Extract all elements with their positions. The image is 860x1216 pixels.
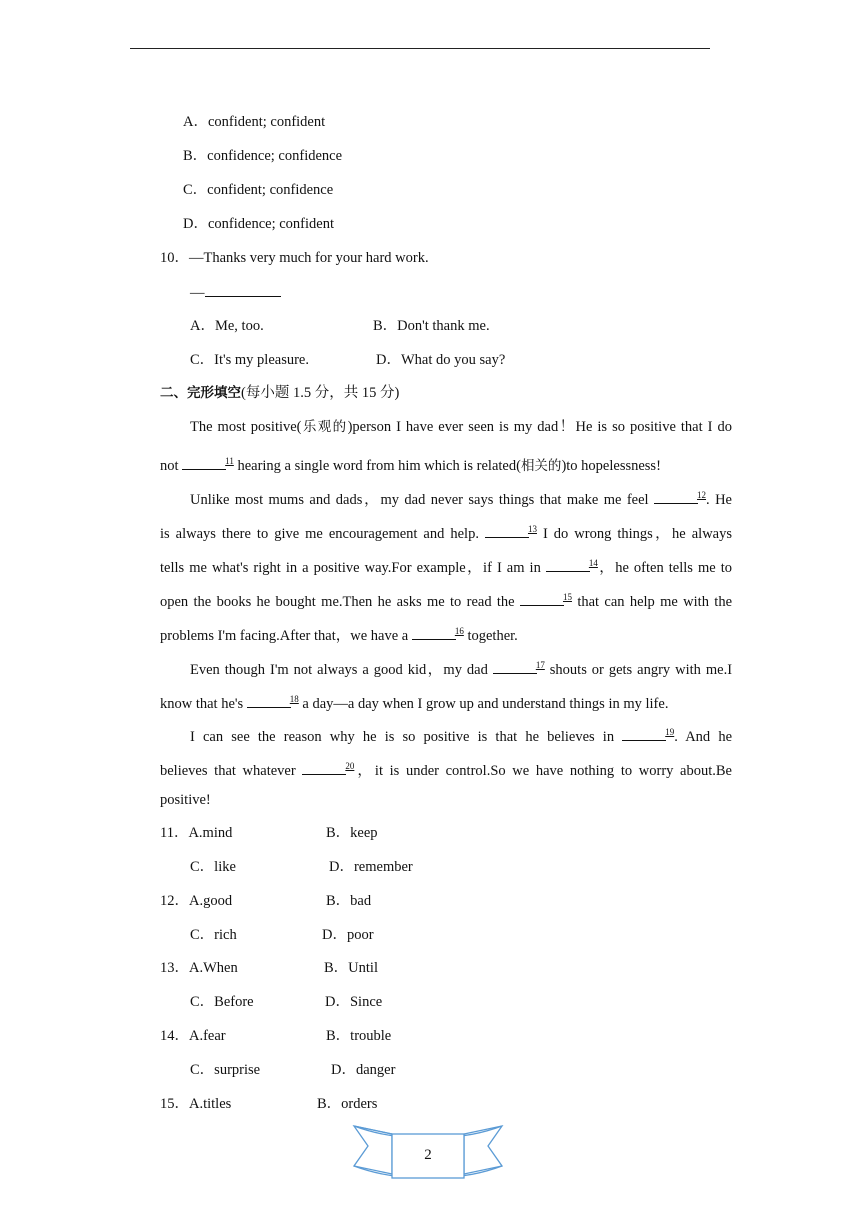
q14-option-c: C．surprise [190,1062,261,1078]
q11-option-d: D．remember [329,859,413,875]
passage-p1-line2: not $^{11}$ hearing a single word from him which is related(相关的)to hopelessness! [160,456,661,474]
answer-blank [205,282,281,297]
q12-option-b: B．bad [326,893,372,909]
passage-p2-line2: is always there to give me encouragement and help. $^{13}$ I do wrong things，he always [160,524,732,542]
q14-option-a: 14．A.fear [160,1028,226,1044]
q9-option-b: B．confidence; confidence [183,148,343,164]
passage-p4-line1: I can see the reason why he is so positive is that he believes in $^{19}$. And he [190,727,733,745]
q9-option-a: A．confident; confident [183,114,326,130]
q14-option-d: D．danger [331,1062,396,1078]
q12-option-d: D．poor [322,927,374,943]
passage-p2-line4: open the books he bought me.Then he asks me to read the $^{15}$ that can help me with the [160,592,733,610]
passage-p4-line3: positive! [160,792,211,808]
q12-option-a: 12．A.good [160,893,233,909]
q11-option-b: B．keep [326,825,378,841]
q13-option-d: D．Since [325,994,383,1010]
q10-option-b: B．Don't thank me. [373,318,490,334]
q13-option-b: B．Until [324,960,378,976]
passage-p3-line1: Even though I'm not always a good kid，my dad $^{17}$ shouts or gets angry with me.I [190,660,733,678]
q9-option-c: C．confident; confidence [183,182,334,198]
q10-reply: — [190,282,281,303]
q13-option-a: 13．A.When [160,960,238,976]
q15-option-a: 15．A.titles [160,1096,232,1112]
passage-p1-line1: The most positive(乐观的)person I have ever seen is my dad！He is so positive that I do [190,419,733,435]
q14-option-b: B．trouble [326,1028,392,1044]
page-number-ribbon [352,1120,504,1182]
page-number: 2 [424,1147,432,1163]
passage-p2-line3: tells me what's right in a positive way.For example，if I am in $^{14}$，he often tells me to [160,558,732,576]
passage-p2-line1: Unlike most mums and dads，my dad never says things that make me feel $^{12}$. He [190,490,732,508]
q10-option-a: A．Me, too. [190,318,264,334]
q12-option-c: C．rich [190,927,237,943]
q10-option-d: D．What do you say? [376,352,506,368]
passage-p2-line5: problems I'm facing.After that，we have a $^{16}$ together. [160,626,518,644]
q13-option-c: C．Before [190,994,254,1010]
q10-stem: 10．—Thanks very much for your hard work. [160,250,429,266]
q15-option-b: B．orders [317,1096,378,1112]
q9-option-d: D．confidence; confident [183,216,334,232]
passage-p3-line2: know that he's $^{18}$ a day—a day when I grow up and understand things in my life. [160,694,669,712]
q11-option-a: 11．A.mind [160,825,233,841]
q11-option-c: C．like [190,859,236,875]
section-heading: 二、完形填空(每小题 1.5 分，共 15 分) [160,385,400,401]
q10-option-c: C．It's my pleasure. [190,352,309,368]
passage-p4-line2: believes that whatever $^{20}$，it is under control.So we have nothing to worry about.Be [160,761,732,779]
header-rule [130,48,710,49]
